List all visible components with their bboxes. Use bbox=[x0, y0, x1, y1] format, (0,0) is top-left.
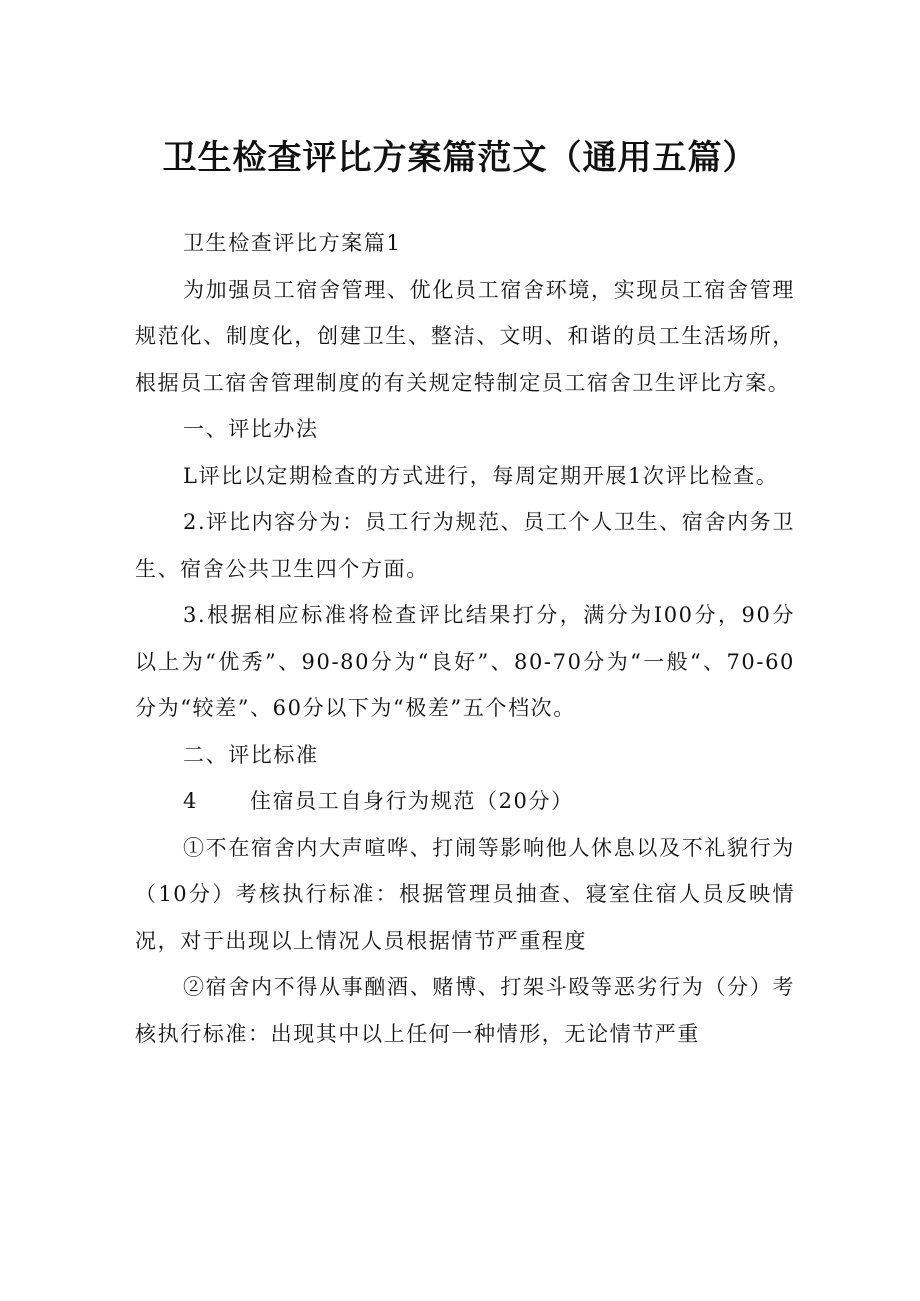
document-title: 卫生检查评比方案篇范文（通用五篇） bbox=[162, 138, 758, 178]
methods-item-1: L评比以定期检查的方式进行，每周定期开展1次评比检查。 bbox=[183, 463, 779, 488]
section-heading-article-1: 卫生检查评比方案篇1 bbox=[183, 231, 402, 255]
standards-item-4 bbox=[135, 778, 795, 825]
standards-item-4-text: 住宿员工自身行为规范（20分） bbox=[249, 789, 574, 813]
methods-item-3: 3.根据相应标准将检查评比结果打分，满分为I00分，90分以上为“优秀”、90-80分为“良好”、80-70分为“一般“、70-60分为“较差”、60分以下为“极差”五个档次。 bbox=[135, 603, 795, 720]
standards-rule-2: ②宿舍内不得从事酗酒、赌博、打架斗殴等恶劣行为（分）考核执行标准：出现其中以上任何一种情形，无论情节严重 bbox=[135, 975, 795, 1046]
standards-rule-1: ①不在宿舍内大声喧哗、打闹等影响他人休息以及不礼貌行为（10分）考核执行标准：根据管理员抽查、寝室住宿人员反映情况，对于出现以上情况人员根据情节严重程度 bbox=[135, 835, 795, 953]
section-heading-standards: 二、评比标准 bbox=[183, 742, 319, 767]
section-heading-methods: 一、评比办法 bbox=[183, 417, 319, 441]
standards-item-4-number: 4 bbox=[183, 789, 198, 813]
intro-paragraph: 为加强员工宿舍管理、优化员工宿舍环境，实现员工宿舍管理规范化、制度化，创建卫生、整洁、文明、和谐的员工生活场所，根据员工宿舍管理制度的有关规定特制定员工宿舍卫生评比方案。 bbox=[135, 277, 795, 395]
methods-item-2: 2.评比内容分为：员工行为规范、员工个人卫生、宿舍内务卫生、宿舍公共卫生四个方面。 bbox=[135, 510, 795, 581]
document-body bbox=[135, 220, 795, 1057]
